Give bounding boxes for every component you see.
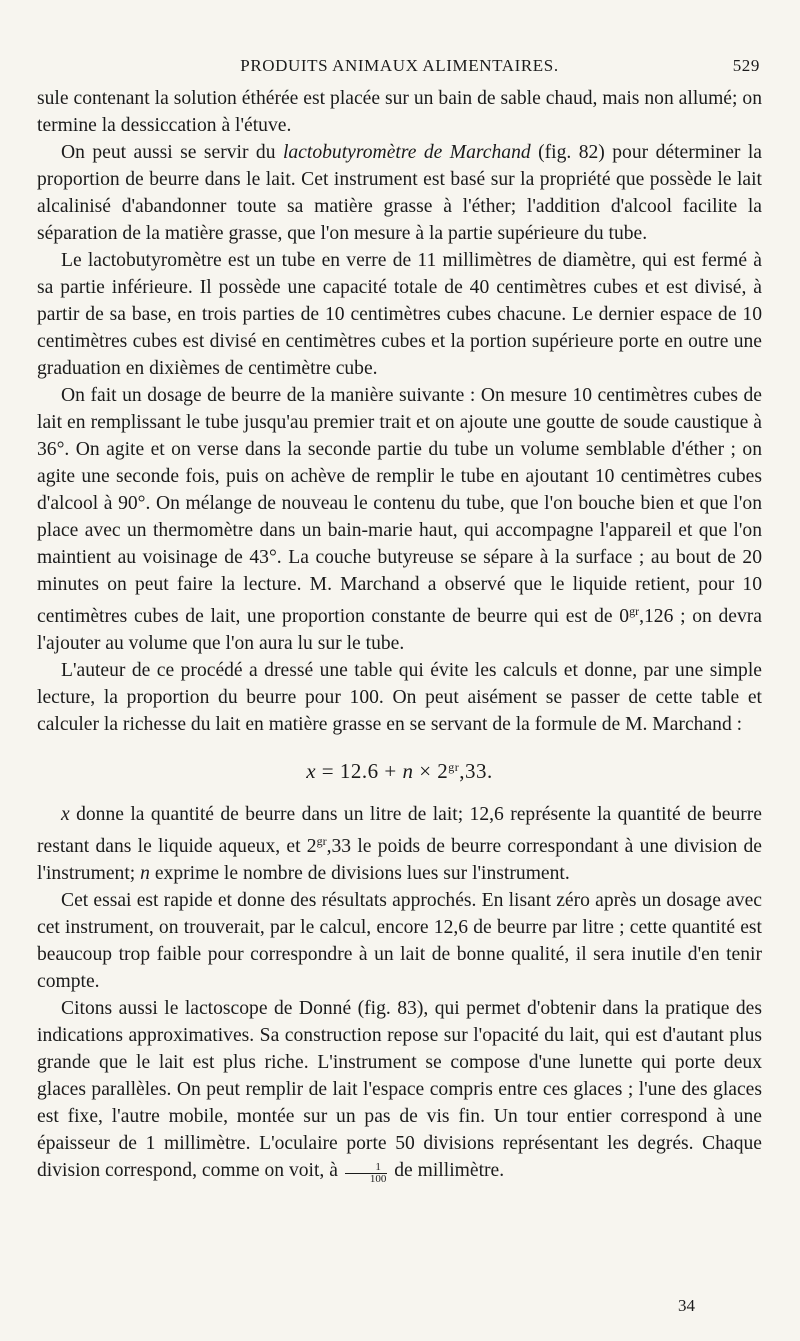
- paragraph-2-italic: lactobutyromètre de Marchand: [282, 142, 531, 163]
- paragraph-2-lead: On peut aussi se servir du: [61, 142, 283, 163]
- paragraph-2-rest: (fig. 82) pour déterminer la proportion de beurre dans le lait. Cet instrument est basé sur la propriété que possède le lait alcalinisé d'abandonner toute sa matière grasse à l'éther; l'addition d'alcool facilite la séparation de la matière grasse, que l'on mesure à la partie supérieure du tube.: [37, 142, 763, 244]
- marchand-formula: [37, 754, 762, 785]
- paragraph-4-body: On fait un dosage de beurre de la manière suivante : On mesure 10 centimètres cubes de lait en remplissant le tube jusqu'au premier trait et on ajoute une goutte de soude caustique à 36°. On agite et on verse dans la seconde partie du tube un volume semblable d'éther ; on agite une seconde fois, puis on achève de remplir le tube en ajoutant 10 centimètres cubes d'alcool à 90°. On mélange de nouveau le contenu du tube, que l'on bouche bien et que l'on place avec un thermomètre dans un bain-marie haut, qui accompagne l'appareil et que l'on maintient au voisinage de 43°. La couche butyreuse se sépare à la surface ; au bout de 20 minutes on peut faire la lecture. M. Marchand a observé que le liquide retient, pour 10 centimètres cubes de lait, une proportion constante de beurre qui est de 0: [37, 385, 762, 627]
- running-header: [37, 56, 762, 82]
- signature-mark: 34: [678, 1296, 695, 1315]
- formula-x: x: [306, 759, 317, 783]
- paragraph-8-body: Citons aussi le lactoscope de Donné (fig. 83), qui permet d'obtenir dans la pratique des indications approximatives. Sa construction repose sur l'opacité du lait, qui est d'autant plus grande que le lait est plus riche. L'instrument se compose d'une lunette qui porte deux glaces parallèles. On peut remplir de lait l'espace compris entre ces glaces ; l'une des glaces est fixe, l'autre mobile, montée sur un pas de vis fin. Un tour entier correspond à une épaisseur de 1 millimètre. L'oculaire porte 50 divisions représentant les degrés. Chaque division correspond, comme on voit, à: [37, 998, 762, 1181]
- paragraph-7: Cet essai est rapide et donne des résultats approchés. En lisant zéro après un dosage avec cet instrument, on trouverait, par le calcul, encore 12,6 de beurre par litre ; cette quantité est beaucoup trop faible pour correspondre à un lait de bonne qualité, il sera inutile d'en tenir compte.: [37, 890, 762, 992]
- formula-times: × 2: [413, 759, 449, 783]
- paragraph-4-sup: gr: [629, 604, 640, 618]
- paragraph-6-x: x: [61, 804, 70, 825]
- paragraph-6-n: n: [140, 863, 150, 884]
- paragraph-4: [37, 382, 762, 657]
- formula-tail: ,33.: [459, 759, 493, 783]
- header-title: PRODUITS ANIMAUX ALIMENTAIRES.: [240, 56, 559, 75]
- fraction-denominator: 100: [369, 1173, 387, 1185]
- formula-n: n: [402, 759, 414, 783]
- formula-mid: = 12.6 +: [316, 759, 403, 783]
- fraction: [345, 1162, 388, 1185]
- paragraph-8-tail: de millimètre.: [389, 1160, 505, 1181]
- fraction-numerator: 1: [345, 1162, 388, 1174]
- paragraph-1: sule contenant la solution éthérée est placée sur un bain de sable chaud, mais non allumé; on termine la dessiccation à l'étuve.: [37, 88, 762, 136]
- paragraph-6-sup: gr: [316, 834, 327, 848]
- paragraph-6: [37, 801, 762, 887]
- paragraph-3: Le lactobutyromètre est un tube en verre de 11 millimètres de diamètre, qui est fermé à sa partie inférieure. Il possède une capacité totale de 40 centimètres cubes et est divisé, à partir de sa base, en trois parties de 10 centimètres cubes chacune. Le dernier espace de 10 centimètres cubes est divisé en centimètres cubes et la portion supérieure porte en outre une graduation en dixièmes de centimètre cube.: [37, 250, 762, 379]
- formula-sup: gr: [448, 760, 460, 774]
- paragraph-4-tail: ,126 ; on devra l'ajouter au volume que l'on aura lu sur le tube.: [37, 606, 762, 654]
- paragraph-2: [37, 139, 762, 247]
- body-text: [37, 85, 762, 1185]
- paragraph-5: L'auteur de ce procédé a dressé une table qui évite les calculs et donne, par une simple lecture, la proportion du beurre pour 100. On peut aisément se passer de cette table et calculer la richesse du lait en matière grasse en se servant de la formule de M. Marchand :: [37, 660, 762, 735]
- paragraph-6-a: donne la quantité de beurre dans un litre de lait; 12,6 représente la quantité de beurre restant dans le liquide aqueux, et 2: [37, 804, 762, 857]
- paragraph-8: [37, 995, 762, 1185]
- page-number: 529: [732, 56, 760, 75]
- paragraph-6-b: ,33 le poids de beurre correspondant à une division de l'instrument;: [37, 836, 762, 884]
- paragraph-6-c: exprime le nombre de divisions lues sur l'instrument.: [149, 863, 570, 884]
